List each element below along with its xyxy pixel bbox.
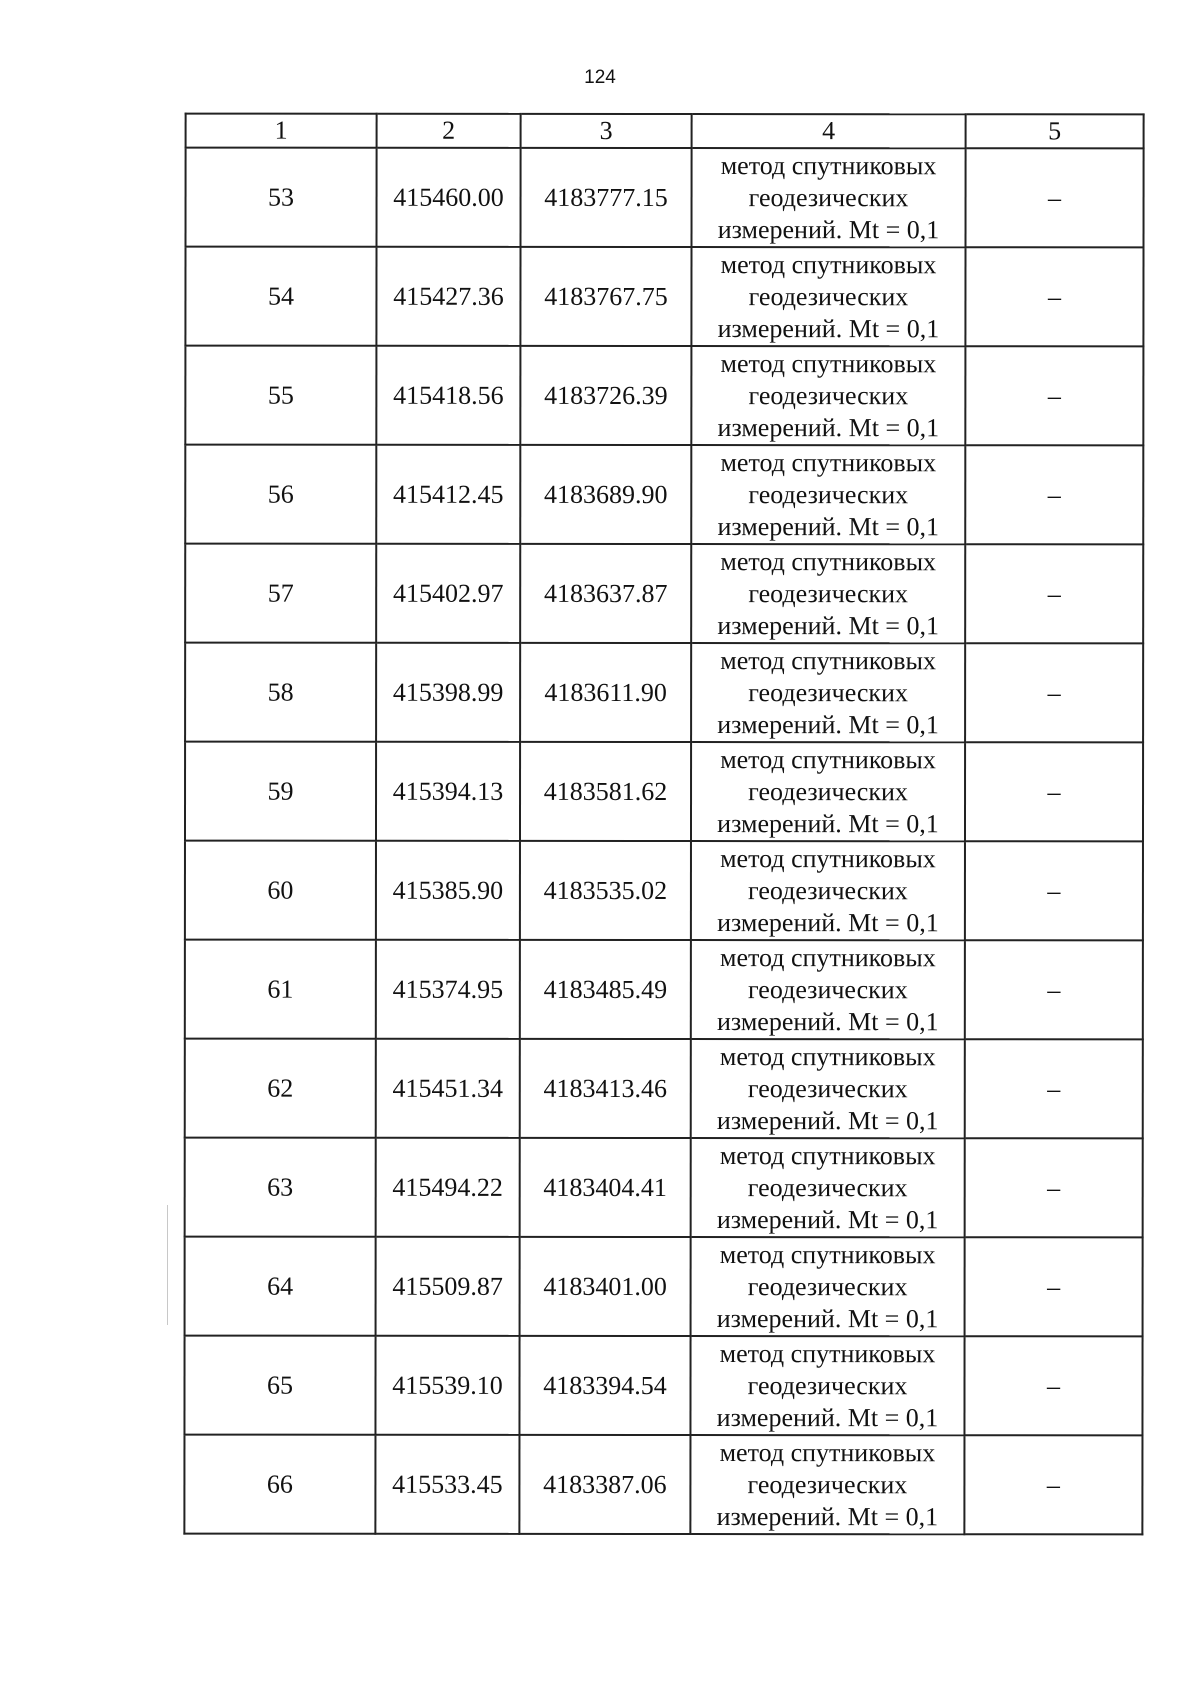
- y-coordinate-cell: 4183535.02: [520, 841, 691, 940]
- table-body: [184, 148, 1143, 1535]
- note-cell: –: [965, 1138, 1143, 1237]
- point-number-cell: 61: [185, 940, 376, 1039]
- note-cell: –: [965, 940, 1143, 1039]
- x-coordinate-cell: 415539.10: [375, 1336, 519, 1435]
- y-coordinate-cell: 4183394.54: [519, 1336, 690, 1435]
- point-number-cell: 58: [185, 643, 376, 742]
- point-number-cell: 60: [185, 841, 376, 940]
- point-number-cell: 65: [184, 1336, 375, 1435]
- note-cell: –: [965, 544, 1143, 643]
- point-number-cell: 59: [185, 742, 376, 841]
- y-coordinate-cell: 4183401.00: [520, 1237, 691, 1336]
- table-row: [185, 841, 1143, 941]
- column-header-1: 1: [186, 114, 377, 148]
- table-row: [185, 544, 1143, 644]
- note-cell: –: [965, 841, 1143, 940]
- note-cell: –: [965, 445, 1143, 544]
- note-cell: –: [965, 742, 1143, 841]
- x-coordinate-cell: 415412.45: [376, 445, 520, 544]
- note-cell: –: [965, 643, 1143, 742]
- y-coordinate-cell: 4183611.90: [520, 643, 691, 742]
- point-number-cell: 62: [185, 1039, 376, 1138]
- method-cell: метод спутниковых геодезических измерений. Mt = 0,1: [691, 841, 965, 940]
- page-number: 124: [584, 67, 616, 88]
- table-row: [185, 1138, 1143, 1238]
- method-cell: метод спутниковых геодезических измерений. Mt = 0,1: [691, 1237, 965, 1336]
- table-row: [185, 643, 1143, 743]
- method-cell: метод спутниковых геодезических измерений. Mt = 0,1: [691, 445, 965, 544]
- column-header-5: 5: [966, 114, 1144, 148]
- column-header-4: 4: [692, 114, 966, 148]
- note-cell: –: [964, 1336, 1142, 1435]
- y-coordinate-cell: 4183485.49: [520, 940, 691, 1039]
- note-cell: –: [965, 247, 1143, 346]
- method-cell: метод спутниковых геодезических измерений. Mt = 0,1: [691, 643, 965, 742]
- x-coordinate-cell: 415427.36: [376, 247, 520, 346]
- x-coordinate-cell: 415394.13: [376, 742, 520, 841]
- y-coordinate-cell: 4183404.41: [520, 1138, 691, 1237]
- x-coordinate-cell: 415494.22: [376, 1138, 520, 1237]
- method-cell: метод спутниковых геодезических измерений. Mt = 0,1: [691, 1138, 965, 1237]
- y-coordinate-cell: 4183777.15: [521, 148, 692, 247]
- note-cell: –: [965, 1039, 1143, 1138]
- method-cell: метод спутниковых геодезических измерений. Mt = 0,1: [691, 742, 965, 841]
- x-coordinate-cell: 415385.90: [376, 841, 520, 940]
- y-coordinate-cell: 4183387.06: [519, 1435, 690, 1534]
- x-coordinate-cell: 415460.00: [377, 148, 521, 247]
- x-coordinate-cell: 415402.97: [376, 544, 520, 643]
- point-number-cell: 64: [185, 1237, 376, 1336]
- table-row: [185, 742, 1143, 842]
- table-row: [185, 445, 1143, 545]
- table-row: [186, 148, 1144, 248]
- table-row: [184, 1336, 1142, 1436]
- point-number-cell: 54: [185, 247, 376, 346]
- method-cell: метод спутниковых геодезических измерений. Mt = 0,1: [691, 346, 965, 445]
- x-coordinate-cell: 415374.95: [376, 940, 520, 1039]
- method-cell: метод спутниковых геодезических измерений. Mt = 0,1: [691, 247, 965, 346]
- y-coordinate-cell: 4183637.87: [520, 544, 691, 643]
- x-coordinate-cell: 415509.87: [376, 1237, 520, 1336]
- point-number-cell: 53: [186, 148, 377, 247]
- x-coordinate-cell: 415418.56: [376, 346, 520, 445]
- table-header-row: [186, 114, 1144, 149]
- point-number-cell: 66: [184, 1435, 375, 1534]
- table-row: [185, 1237, 1143, 1337]
- note-cell: –: [965, 346, 1143, 445]
- table-row: [185, 1039, 1143, 1139]
- method-cell: метод спутниковых геодезических измерений. Mt = 0,1: [691, 544, 965, 643]
- coordinates-table: [183, 113, 1144, 1536]
- point-number-cell: 55: [185, 346, 376, 445]
- point-number-cell: 63: [185, 1138, 376, 1237]
- note-cell: –: [966, 148, 1144, 247]
- y-coordinate-cell: 4183767.75: [520, 247, 691, 346]
- table-row: [185, 346, 1143, 446]
- y-coordinate-cell: 4183413.46: [520, 1039, 691, 1138]
- method-cell: метод спутниковых геодезических измерений. Mt = 0,1: [691, 940, 965, 1039]
- point-number-cell: 56: [185, 445, 376, 544]
- y-coordinate-cell: 4183726.39: [520, 346, 691, 445]
- method-cell: метод спутниковых геодезических измерений. Mt = 0,1: [690, 1336, 964, 1435]
- method-cell: метод спутниковых геодезических измерений. Mt = 0,1: [690, 1435, 964, 1534]
- point-number-cell: 57: [185, 544, 376, 643]
- note-cell: –: [964, 1435, 1142, 1534]
- note-cell: –: [965, 1237, 1143, 1336]
- y-coordinate-cell: 4183581.62: [520, 742, 691, 841]
- scan-artifact-line: [167, 1205, 168, 1325]
- method-cell: метод спутниковых геодезических измерений. Mt = 0,1: [692, 148, 966, 247]
- table-row: [185, 247, 1143, 347]
- x-coordinate-cell: 415533.45: [375, 1435, 519, 1534]
- table-row: [184, 1435, 1142, 1535]
- y-coordinate-cell: 4183689.90: [520, 445, 691, 544]
- x-coordinate-cell: 415398.99: [376, 643, 520, 742]
- table-row: [185, 940, 1143, 1040]
- method-cell: метод спутниковых геодезических измерений. Mt = 0,1: [691, 1039, 965, 1138]
- column-header-3: 3: [521, 114, 692, 148]
- x-coordinate-cell: 415451.34: [376, 1039, 520, 1138]
- column-header-2: 2: [377, 114, 521, 148]
